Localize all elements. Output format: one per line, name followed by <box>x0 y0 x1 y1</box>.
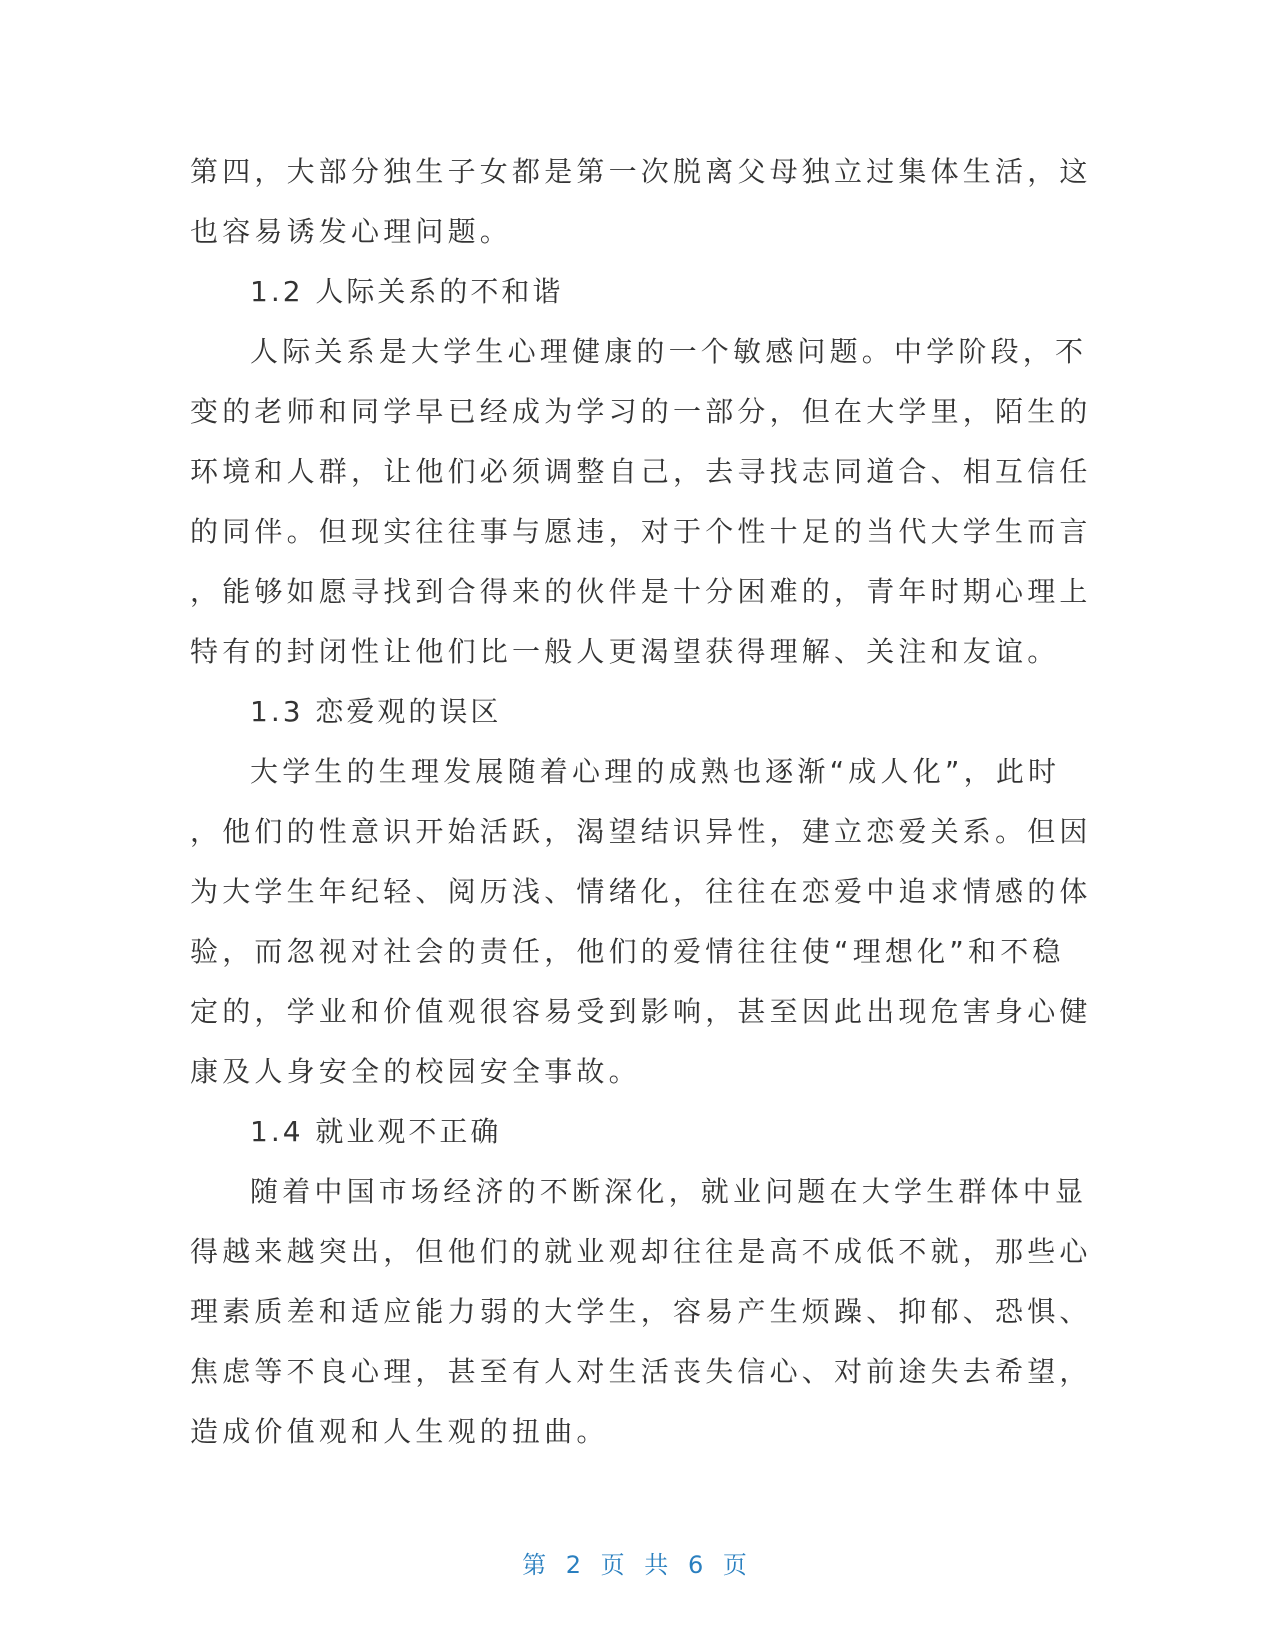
text-line: 定的，学业和价值观很容易受到影响，甚至因此出现危害身心健 <box>190 995 1092 1028</box>
section-heading: 1.4 就业观不正确 <box>250 1115 502 1148</box>
text-line: 随着中国市场经济的不断深化，就业问题在大学生群体中显 <box>250 1175 1088 1208</box>
text-line: 得越来越突出，但他们的就业观却往往是高不成低不就，那些心 <box>190 1235 1092 1268</box>
text-line: 为大学生年纪轻、阅历浅、情绪化，往往在恋爱中追求情感的体 <box>190 875 1092 908</box>
section-heading: 1.3 恋爱观的误区 <box>250 695 502 728</box>
text-line: ，能够如愿寻找到合得来的伙伴是十分困难的，青年时期心理上 <box>190 575 1092 608</box>
text-line: 环境和人群，让他们必须调整自己，去寻找志同道合、相互信任 <box>190 455 1092 488</box>
text-line: 理素质差和适应能力弱的大学生，容易产生烦躁、抑郁、恐惧、 <box>190 1295 1092 1328</box>
text-line: 变的老师和同学早已经成为学习的一部分，但在大学里，陌生的 <box>190 395 1092 428</box>
text-line: 大学生的生理发展随着心理的成熟也逐渐“成人化”，此时 <box>250 755 1061 788</box>
page-number-footer: 第 2 页 共 6 页 <box>522 1551 753 1579</box>
text-line: 造成价值观和人生观的扭曲。 <box>190 1415 609 1448</box>
text-line: 验，而忽视对社会的责任，他们的爱情往往使“理想化”和不稳 <box>190 935 1065 968</box>
document-body <box>190 142 1092 1462</box>
text-line: 第四，大部分独生子女都是第一次脱离父母独立过集体生活，这 <box>190 155 1092 188</box>
text-line: 特有的封闭性让他们比一般人更渴望获得理解、关注和友谊。 <box>190 635 1060 668</box>
text-line: 的同伴。但现实往往事与愿违，对于个性十足的当代大学生而言 <box>190 515 1092 548</box>
text-line: 人际关系是大学生心理健康的一个敏感问题。中学阶段，不 <box>250 335 1088 368</box>
text-line: 康及人身安全的校园安全事故。 <box>190 1055 641 1088</box>
text-line: 焦虑等不良心理，甚至有人对生活丧失信心、对前途失去希望， <box>190 1355 1092 1388</box>
section-heading: 1.2 人际关系的不和谐 <box>250 275 564 308</box>
text-line: ，他们的性意识开始活跃，渴望结识异性，建立恋爱关系。但因 <box>190 815 1092 848</box>
text-line: 也容易诱发心理问题。 <box>190 215 513 248</box>
